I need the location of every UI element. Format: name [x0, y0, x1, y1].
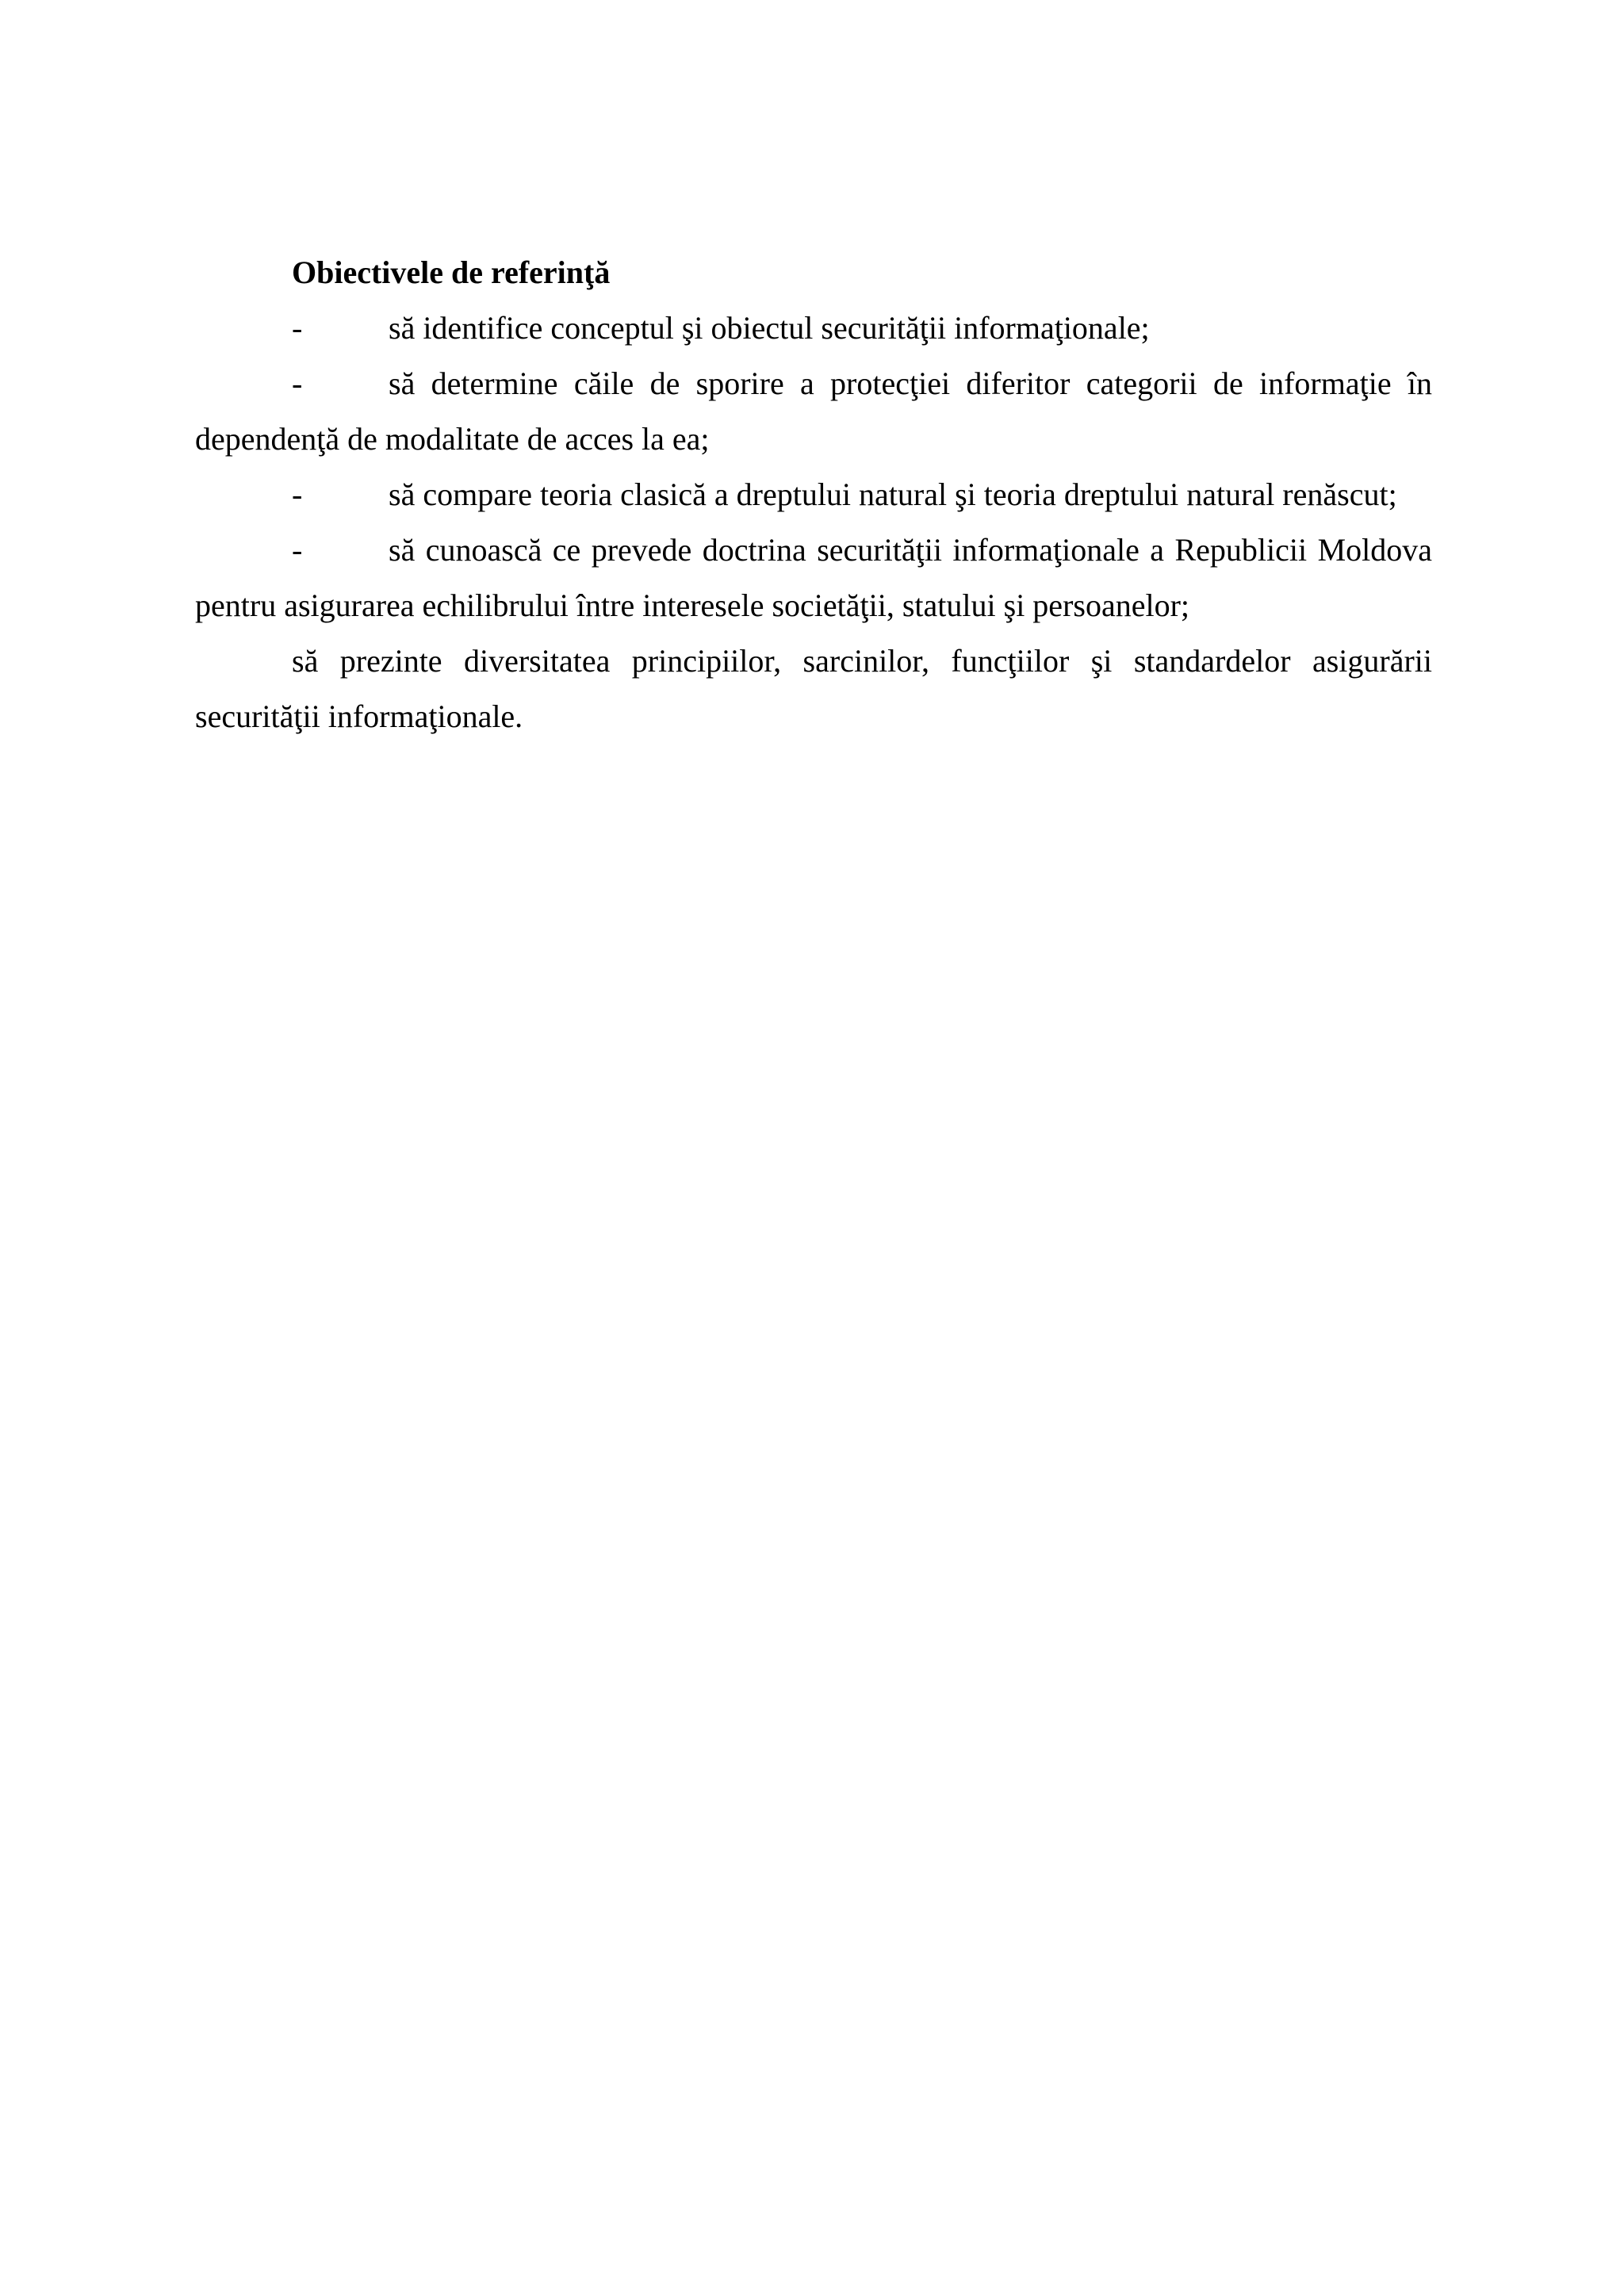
document-body [195, 245, 1432, 744]
objective-item-1 [195, 300, 1432, 356]
objective-item-2 [195, 356, 1432, 467]
objective-item-3 [195, 467, 1432, 522]
objective-final-paragraph: să prezinte diversitatea principiilor, sarcinilor, funcţiilor şi standardelor asigurării securităţii informaţionale. [195, 643, 1432, 734]
list-dash: - [292, 310, 303, 346]
objective-item-text: să cunoască ce prevede doctrina securităţii informaţionale a Republicii Moldova pentru asigurarea echilibrului între interesele societăţii, statului şi persoanelor; [195, 532, 1432, 623]
objective-item-4 [195, 522, 1432, 633]
objective-item-text: să determine căile de sporire a protecţiei diferitor categorii de informaţie în dependenţă de modalitate de acces la ea; [195, 365, 1432, 457]
objective-item-text: să identifice conceptul şi obiectul securităţii informaţionale; [389, 310, 1150, 346]
section-heading: Obiectivele de referinţă [292, 254, 611, 290]
list-dash: - [292, 532, 303, 568]
list-dash: - [292, 365, 303, 401]
list-dash: - [292, 476, 303, 512]
objective-item-text: să compare teoria clasică a dreptului natural şi teoria dreptului natural renăscut; [389, 476, 1397, 512]
